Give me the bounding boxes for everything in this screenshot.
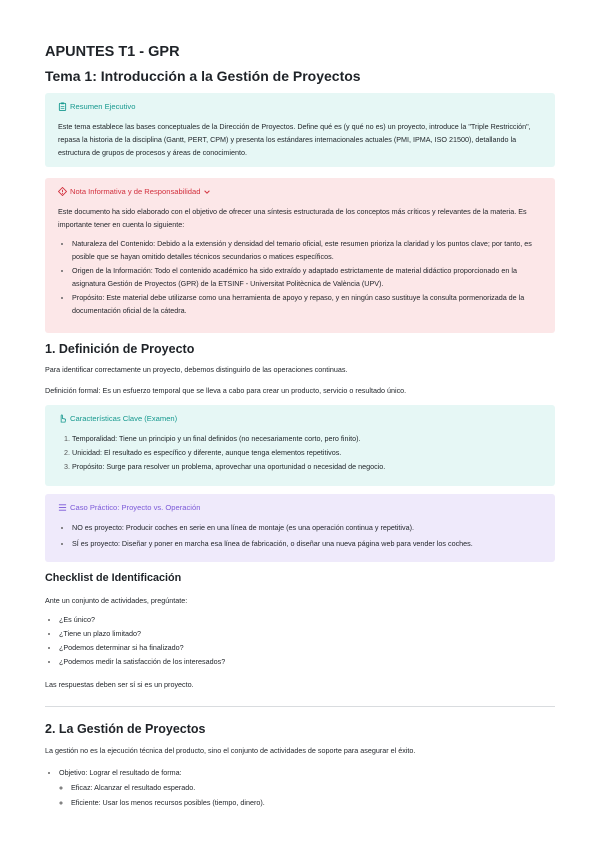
list-item: ◦ Eficaz: Alcanzar el resultado esperado.	[71, 781, 555, 794]
list-item: • NO es proyecto: Producir coches en serie en una línea de montaje (es una operación continua y repetitiva).	[72, 521, 542, 534]
chevron-down-icon[interactable]	[203, 188, 211, 196]
list-item: • Naturaleza del Contenido: Debido a la extensión y densidad del temario oficial, este resumen prioriza la claridad y los puntos clave; por tanto, es posible que se hayan omitido detalles técnicos secundarios o matices específicos.	[72, 237, 542, 263]
list-item: • SÍ es proyecto: Diseñar y poner en marcha esa línea de fabricación, o diseñar una nueva página web para vender los coches.	[72, 537, 542, 550]
disclaimer-callout[interactable]	[45, 178, 555, 333]
checklist-outro: Las respuestas deben ser sí si es un proyecto.	[45, 680, 194, 689]
objective-text: Objetivo: Lograr el resultado de forma:	[59, 768, 182, 777]
list-item: ◦ Eficiente: Usar los menos recursos posibles (tiempo, dinero).	[71, 796, 555, 809]
disclaimer-intro: Este documento ha sido elaborado con el objetivo de ofrecer una síntesis estructurada de los conceptos más críticos y relevantes de la materia. Es importante tener en cuenta lo siguiente:	[58, 207, 527, 229]
summary-title-text: Resumen Ejecutivo	[70, 102, 136, 111]
characteristics-title-text: Características Clave (Examen)	[70, 414, 178, 423]
characteristics-callout-title	[58, 414, 542, 423]
list-item	[59, 766, 555, 809]
section-paragraph: Definición formal: Es un esfuerzo temporal que se lleva a cabo para crear un producto, servicio o resultado único.	[45, 386, 407, 395]
case-list	[58, 521, 542, 550]
disclaimer-callout-title[interactable]	[58, 187, 542, 196]
objective-sublist	[59, 781, 555, 809]
list-item: • ¿Podemos determinar si ha finalizado?	[59, 641, 555, 654]
summary-callout-title	[58, 102, 542, 111]
checklist-heading: Checklist de Identificación	[45, 572, 182, 584]
checklist-list-wrap	[45, 613, 555, 669]
section-heading-definition: 1. Definición de Proyecto	[45, 342, 195, 356]
list-item: 2. Unicidad: El resultado es específico y diferente, aunque tenga elementos repetitivos.	[72, 446, 542, 459]
list-item: 1. Temporalidad: Tiene un principio y un final definidos (no necesariamente corto, pero finito).	[72, 432, 542, 445]
clipboard-icon	[58, 102, 67, 111]
case-callout-title	[58, 503, 542, 512]
list-item: 3. Propósito: Surge para resolver un problema, aprovechar una oportunidad o necesidad de negocio.	[72, 460, 542, 473]
characteristics-list	[58, 432, 542, 473]
disclaimer-list	[58, 237, 542, 317]
case-callout	[45, 494, 555, 562]
list-icon	[58, 503, 67, 512]
document-title: APUNTES T1 - GPR	[45, 44, 180, 60]
list-item: • ¿Tiene un plazo limitado?	[59, 627, 555, 640]
case-title-text: Caso Práctico: Proyecto vs. Operación	[70, 503, 201, 512]
list-item: • Origen de la Información: Todo el contenido académico ha sido extraído y adaptado estrictamente de material didáctico proporcionado en la asignatura Gestión de Proyectos (GPR) de la ETSINF - Universitat Politècnica de València (UPV).	[72, 264, 542, 290]
checklist-list	[45, 613, 555, 668]
checklist-intro: Ante un conjunto de actividades, pregúntate:	[45, 596, 188, 605]
characteristics-callout	[45, 405, 555, 486]
list-item: • Propósito: Este material debe utilizarse como una herramienta de apoyo y repaso, y en ningún caso sustituye la consulta pormenorizada de la documentación oficial de la cátedra.	[72, 291, 542, 317]
section-divider	[45, 706, 555, 707]
list-item: • ¿Podemos medir la satisfacción de los interesados?	[59, 655, 555, 668]
topic-title: Tema 1: Introducción a la Gestión de Proyectos	[45, 68, 361, 84]
list-item: • ¿Es único?	[59, 613, 555, 626]
summary-text: Este tema establece las bases conceptuales de la Dirección de Proyectos. Define qué es (y qué no es) un proyecto, introduce la "Triple Restricción", repasa la historia de la disciplina (Gantt, PERT, CPM) y presenta los estándares internacionales actuales (PMI, IPMA, ISO 21500), detallando la estructura de grupos de procesos y áreas de conocimiento.	[58, 122, 531, 157]
objective-list	[45, 766, 555, 809]
section-paragraph: Para identificar correctamente un proyecto, debemos distinguirlo de las operaciones continuas.	[45, 365, 348, 374]
section-paragraph: La gestión no es la ejecución técnica del producto, sino el conjunto de actividades de soporte para asegurar el éxito.	[45, 746, 416, 755]
warning-diamond-icon	[58, 187, 67, 196]
hand-pointer-icon	[58, 414, 67, 423]
summary-callout	[45, 93, 555, 167]
section-heading-management: 2. La Gestión de Proyectos	[45, 722, 206, 736]
disclaimer-title-text: Nota Informativa y de Responsabilidad	[70, 187, 201, 196]
objective-list-wrap	[45, 766, 555, 811]
